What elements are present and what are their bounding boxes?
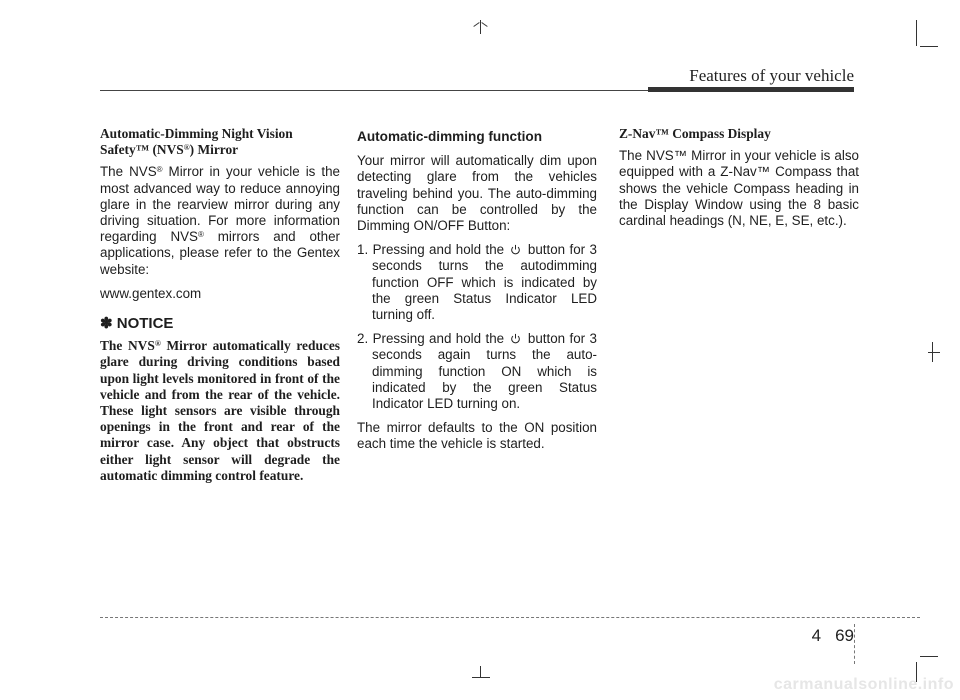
chapter-number: 4 — [811, 626, 822, 645]
mirror-heading: Automatic-Dimming Night Vision Safety™ (NVS®) Mirror — [100, 126, 293, 158]
page-index: 69 — [835, 626, 854, 645]
list-item: 2. Pressing and hold the button for 3 seconds again turns the auto-dimming function ON which is indicated by the green Status Indicator LED turning on. — [357, 331, 597, 412]
watermark: carmanualsonline.info — [773, 676, 954, 693]
mirror-description: The NVS® Mirror in your vehicle is the most advanced way to reduce annoying glare in the rearview mirror during any driving situation. For more information regarding NVS® mirrors and other applications, please refer to the Gentex website: — [100, 164, 341, 277]
header-rule-bar — [648, 87, 854, 92]
page-number — [812, 626, 854, 646]
compass-description: The NVS™ Mirror in your vehicle is also equipped with a Z-Nav™ Compass that shows the vehicle Compass heading in the Display Window using the 8 basic cardinal headings (N, NE, E, SE, etc.). — [619, 148, 859, 229]
column-left — [100, 126, 340, 484]
column-middle — [357, 126, 597, 461]
column-right — [619, 126, 859, 237]
compass-heading: Z-Nav™ Compass Display — [619, 126, 771, 141]
power-button-icon — [510, 333, 521, 344]
dimming-heading: Automatic-dimming function — [357, 129, 543, 144]
power-button-icon — [510, 244, 521, 255]
dimming-default-note: The mirror defaults to the ON position each time the vehicle is started. — [357, 420, 597, 452]
notice-body: The NVS® Mirror automatically reduces glare during driving conditions based upon light levels monitored in front of the vehicle and from the rear of the vehicle. These light sensors are visible through openings in the front and rear of the mirror case. Any object that obstructs either light sensor will degrade the automatic dimming control feature. — [100, 338, 340, 483]
dimming-intro: Your mirror will automatically dim upon detecting glare from the vehicles traveling behind you. The auto-dimming function can be controlled by the Dimming ON/OFF Button: — [357, 153, 597, 234]
dimming-steps — [357, 242, 597, 412]
list-item: 1. Pressing and hold the button for 3 seconds turns the autodimming function OFF which is indicated by the green Status Indicator LED turning off. — [357, 242, 597, 323]
notice-star-icon: ✽ — [100, 315, 113, 333]
notice-title: ✽ NOTICE — [100, 315, 174, 333]
footer-rule — [100, 617, 920, 618]
page-number-separator — [854, 624, 855, 664]
website-link[interactable]: www.gentex.com — [100, 285, 202, 301]
section-title: Features of your vehicle — [689, 66, 854, 85]
